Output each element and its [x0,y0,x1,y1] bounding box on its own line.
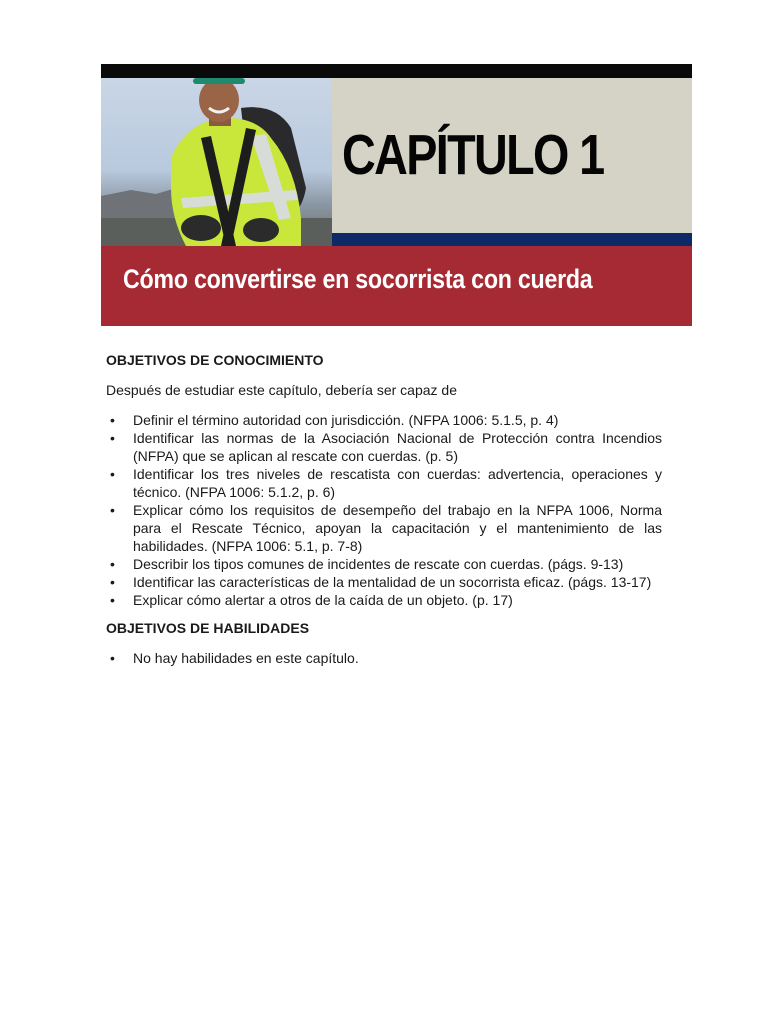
list-item [106,501,662,555]
bullet: • [110,650,115,666]
list-item-text: Identificar las características de la mentalidad de un socorrista eficaz. (págs. 13-17) [133,574,652,590]
list-item-text: Explicar cómo los requisitos de desempeño del trabajo en la NFPA 1006, Norma para el Rescate Técnico, apoyan la capacitación y el mantenimiento de las habilidades. (NFPA 1006: 5.1, p. 7-8) [133,502,662,554]
rescuer-illustration [101,78,332,246]
list-item [106,429,662,465]
list-item [106,591,662,609]
list-item-text: Describir los tipos comunes de incidentes de rescate con cuerdas. (págs. 9-13) [133,556,624,572]
bullet: • [110,412,115,428]
list-item-text: Identificar las normas de la Asociación Nacional de Protección contra Incendios (NFPA) que se aplican al rescate con cuerdas. (p. 5) [133,430,662,464]
banner-blue-stripe [332,233,692,246]
list-item-text: Explicar cómo alertar a otros de la caída de un objeto. (p. 17) [133,592,513,608]
subtitle-band [101,246,692,326]
list-item [106,465,662,501]
title-panel [332,78,692,233]
chapter-subtitle: Cómo convertirse en socorrista con cuerda [123,264,593,294]
list-item [106,649,662,667]
chapter-title: CAPÍTULO 1 [342,123,604,187]
bullet: • [110,556,115,572]
bullet: • [110,430,115,446]
bullet: • [110,574,115,590]
list-item-text: Definir el término autoridad con jurisdicción. (NFPA 1006: 5.1.5, p. 4) [133,412,559,428]
list-item-text: Identificar los tres niveles de rescatista con cuerdas: advertencia, operaciones y técnico. (NFPA 1006: 5.1.2, p. 6) [133,466,662,500]
list-item [106,555,662,573]
knowledge-intro: Después de estudiar este capítulo, debería ser capaz de [106,382,457,398]
bullet: • [110,502,115,518]
knowledge-objectives-heading: OBJETIVOS DE CONOCIMIENTO [106,352,324,368]
chapter-banner [101,64,692,326]
rescuer-photo [101,78,332,246]
list-item [106,573,662,591]
bullet: • [110,466,115,482]
list-item [106,411,662,429]
skills-objectives-list [106,649,662,667]
knowledge-objectives-list [106,411,662,609]
objectives-content [106,351,662,667]
banner-top-bar [101,64,692,78]
list-item-text: No hay habilidades en este capítulo. [133,650,359,666]
skills-objectives-heading: OBJETIVOS DE HABILIDADES [106,620,310,636]
bullet: • [110,592,115,608]
